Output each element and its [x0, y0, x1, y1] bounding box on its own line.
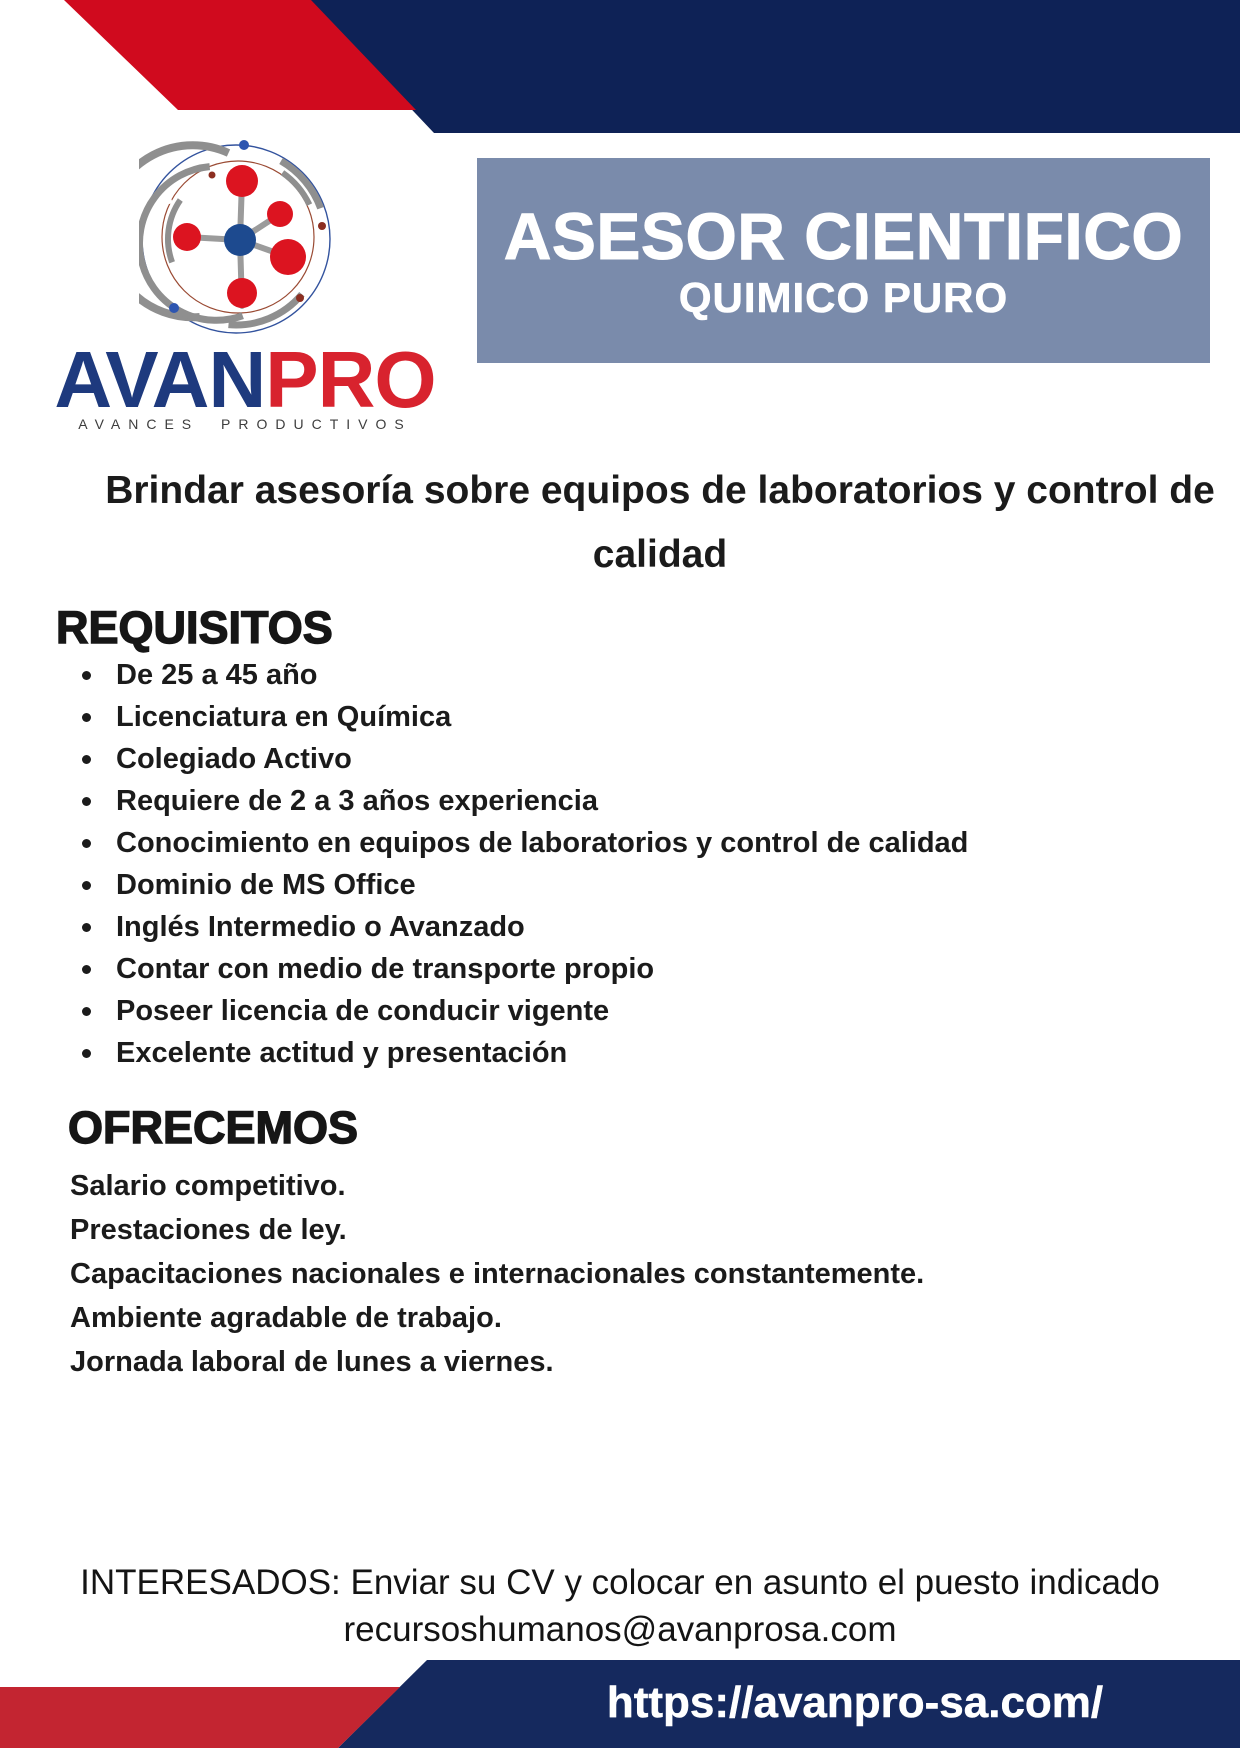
contact-block	[0, 1559, 1240, 1653]
ofrecemos-list	[70, 1164, 1170, 1384]
requisito-item: Licenciatura en Química	[82, 696, 1182, 738]
requisito-item: Inglés Intermedio o Avanzado	[82, 906, 1182, 948]
oferta-item: Capacitaciones nacionales e internacionales constantemente.	[70, 1258, 925, 1290]
contact-instructions: INTERESADOS: Enviar su CV y colocar en asunto el puesto indicado	[80, 1563, 1160, 1602]
oferta-item: Salario competitivo.	[70, 1170, 346, 1202]
oferta-item: Ambiente agradable de trabajo.	[70, 1302, 502, 1334]
brand-tagline: AVANCES PRODUCTIVOS	[78, 416, 412, 432]
molecule-icon	[139, 121, 339, 349]
job-title: ASESOR CIENTIFICO	[503, 198, 1184, 273]
requisito-item: Excelente actitud y presentación	[82, 1032, 1182, 1074]
requisito-item: Dominio de MS Office	[82, 864, 1182, 906]
requisito-item: Contar con medio de transporte propio	[82, 948, 1182, 990]
requisitos-list	[82, 654, 1182, 1074]
oferta-item: Jornada laboral de lunes a viernes.	[70, 1346, 554, 1378]
oferta-item: Prestaciones de ley.	[70, 1214, 347, 1246]
requisito-item: De 25 a 45 año	[82, 654, 1182, 696]
job-title-banner	[477, 158, 1210, 363]
brand-avan: AVAN	[54, 335, 266, 424]
ofrecemos-heading: OFRECEMOS	[68, 1102, 359, 1153]
requisito-item: Poseer licencia de conducir vigente	[82, 990, 1182, 1032]
job-subtitle: QUIMICO PURO	[678, 273, 1009, 321]
requisitos-heading: REQUISITOS	[56, 602, 333, 653]
contact-email: recursoshumanos@avanprosa.com	[343, 1610, 897, 1649]
requisito-item: Colegiado Activo	[82, 738, 1182, 780]
requisito-item: Requiere de 2 a 3 años experiencia	[82, 780, 1182, 822]
footer-website-url: https://avanpro-sa.com/	[606, 1678, 1104, 1727]
brand-pro: PRO	[265, 335, 436, 424]
role-summary: Brindar asesoría sobre equipos de laboratorios y control de calidad	[105, 469, 1215, 576]
requisito-item: Conocimiento en equipos de laboratorios y control de calidad	[82, 822, 1182, 864]
